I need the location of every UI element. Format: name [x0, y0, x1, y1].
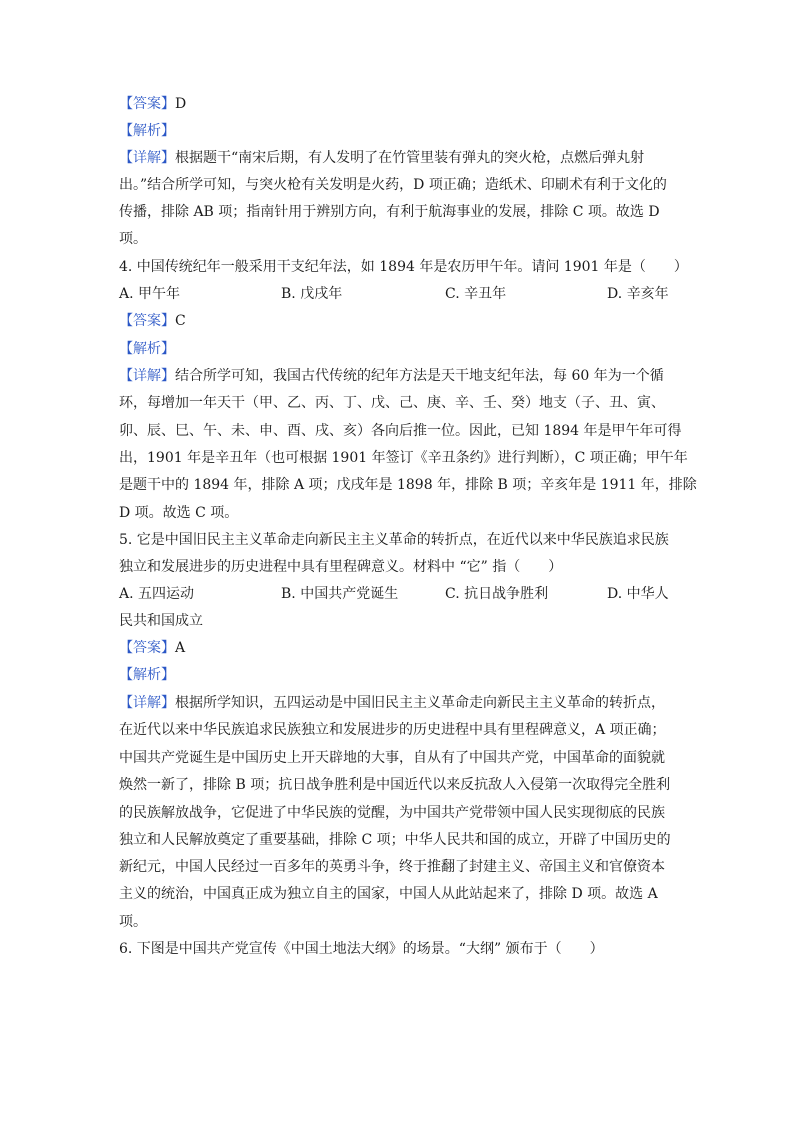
detail-text: 根据题干“南宋后期，有人发明了在竹管里装有弹丸的突火枪，点燃后弹丸射 [175, 150, 645, 166]
q3-detail-line-1 [119, 145, 679, 172]
q4-analysis-heading [119, 336, 679, 363]
analysis-tag: 【解析】 [119, 341, 175, 357]
answer-value: C [175, 313, 186, 329]
q5-detail-line-2: 在近代以来中华民族追求民族独立和发展进步的历史进程中具有里程碑意义，A 项正确； [119, 722, 666, 738]
detail-tag: 【详解】 [119, 368, 175, 384]
analysis-tag: 【解析】 [119, 123, 175, 139]
answer-value: A [175, 640, 186, 656]
q3-answer-line [119, 91, 679, 118]
answer-tag: 【答案】 [119, 313, 175, 329]
q4-option-c: C. 辛丑年 [445, 286, 507, 302]
q4-detail-line-3: 卯、辰、巳、午、未、申、酉、戌、亥）各向后推一位。因此，已知 1894 年是甲午年可得 [119, 423, 682, 439]
q5-option-b: B. 中国共产党诞生 [281, 586, 399, 602]
q4-detail-line-1 [119, 363, 679, 390]
q4-detail-line-2: 环，每增加一年天干（甲、乙、丙、丁、戊、己、庚、辛、壬、癸）地支（子、丑、寅、 [119, 395, 665, 411]
q4-option-a: A. 甲午年 [119, 286, 181, 302]
q5-detail-line-9: 项。 [119, 914, 147, 930]
q5-detail-line-4: 焕然一新了，排除 B 项；抗日战争胜利是中国近代以来反抗敌人入侵第一次取得完全胜利 [119, 777, 671, 793]
answer-tag: 【答案】 [119, 96, 175, 112]
q5-option-d: D. 中华人 [607, 586, 669, 602]
q4-option-d: D. 辛亥年 [607, 286, 669, 302]
q5-detail-line-8: 主义的统治，中国真正成为独立自主的国家，中国人从此站起来了，排除 D 项。故选 A [119, 886, 658, 902]
q3-detail-line-2: 出。”结合所学可知，与突火枪有关发明是火药，D 项正确；造纸术、印刷术有利于文化的 [119, 177, 667, 193]
q5-detail-line-6: 独立和人民解放奠定了重要基础，排除 C 项；中华人民共和国的成立，开辟了中国历史的 [119, 832, 671, 848]
q5-stem-line-2: 独立和发展进步的历史进程中具有里程碑意义。材料中 “它” 指（ ） [119, 559, 563, 575]
q5-option-d-wrap: 民共和国成立 [119, 613, 203, 629]
q5-answer-line [119, 635, 679, 662]
q5-detail-line-3: 中国共产党诞生是中国历史上开天辟地的大事，自从有了中国共产党，中国革命的面貌就 [119, 750, 665, 766]
q3-detail-line-3: 传播，排除 AB 项；指南针用于辨别方向，有利于航海事业的发展，排除 C 项。故选 D [119, 204, 660, 220]
q5-detail-line-5: 的民族解放战争，它促进了中华民族的觉醒，为中国共产党带领中国人民实现彻底的民族 [119, 805, 665, 821]
q4-option-b: B. 戊戌年 [281, 286, 343, 302]
q5-detail-line-1 [119, 690, 679, 717]
q5-stem-line-1: 5. 它是中国旧民主主义革命走向新民主主义革命的转折点，在近代以来中华民族追求民族 [119, 532, 669, 548]
analysis-tag: 【解析】 [119, 667, 175, 683]
q3-analysis-heading [119, 118, 679, 145]
q4-answer-line [119, 308, 679, 335]
q3-detail-line-4: 项。 [119, 231, 147, 247]
q4-detail-line-5: 是题干中的 1894 年，排除 A 项；戊戌年是 1898 年，排除 B 项；辛亥年是 1911 年，排除 [119, 477, 697, 493]
q4-detail-line-6: D 项。故选 C 项。 [119, 505, 239, 521]
q4-detail-line-4: 出，1901 年是辛丑年（也可根据 1901 年签订《辛丑条约》进行判断），C 项正确；甲午年 [119, 450, 688, 466]
detail-text: 根据所学知识，五四运动是中国旧民主主义革命走向新民主主义革命的转折点， [175, 695, 665, 711]
q5-analysis-heading [119, 662, 679, 689]
q5-detail-line-7: 新纪元，中国人民经过一百多年的英勇斗争，终于推翻了封建主义、帝国主义和官僚资本 [119, 859, 665, 875]
q4-stem: 4. 中国传统纪年一般采用干支纪年法，如 1894 年是农历甲午年。请问 1901 年是（ ） [119, 259, 688, 275]
detail-tag: 【详解】 [119, 695, 175, 711]
detail-tag: 【详解】 [119, 150, 175, 166]
answer-tag: 【答案】 [119, 640, 175, 656]
q6-stem: 6. 下图是中国共产党宣传《中国土地法大纲》的场景。“大纲” 颁布于（ ） [119, 941, 604, 957]
q5-option-a: A. 五四运动 [119, 586, 195, 602]
answer-value: D [175, 96, 187, 112]
detail-text: 结合所学可知，我国古代传统的纪年方法是天干地支纪年法，每 60 年为一个循 [175, 368, 664, 384]
q5-option-c: C. 抗日战争胜利 [445, 586, 549, 602]
